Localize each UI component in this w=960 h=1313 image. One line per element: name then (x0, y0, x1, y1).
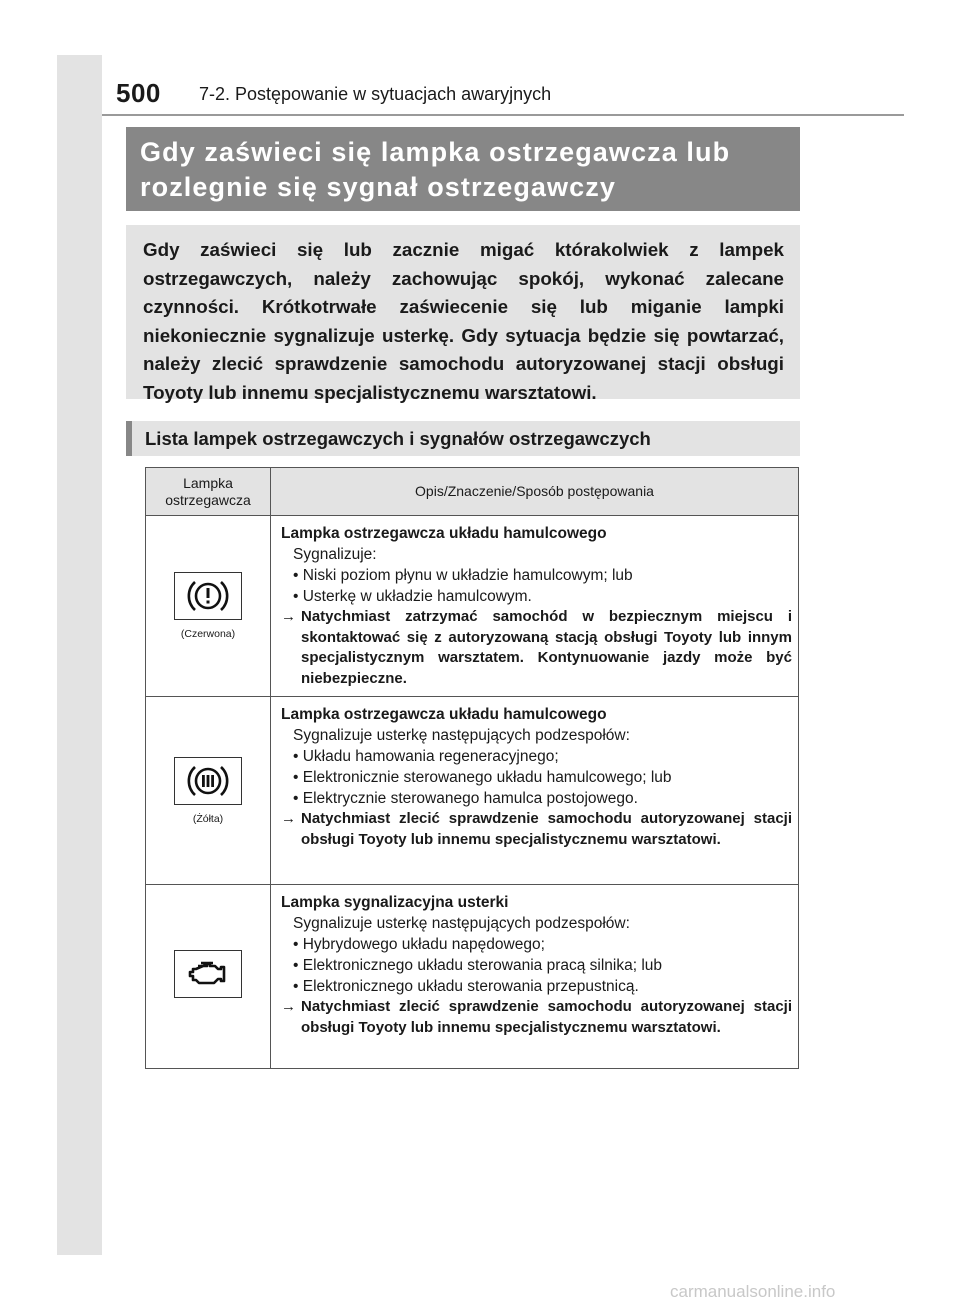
icon-cell (146, 885, 271, 1069)
row-line: • Elektrycznie sterowanego hamulca postojowego. (293, 790, 638, 807)
warning-lights-table (145, 467, 799, 1069)
row-title: Lampka ostrzegawcza układu hamulcowego (281, 525, 607, 542)
row-line: • Niski poziom płynu w układzie hamulcowym; lub (293, 567, 633, 584)
row-action-text: Natychmiast zlecić sprawdzenie samochodu autoryzowanej stacji obsługi Toyoty lub innemu specjalistycznemu warsztatowi. (301, 998, 792, 1036)
icon-cell (146, 516, 271, 697)
icon-caption: (Czerwona) (180, 628, 236, 640)
table-row (146, 885, 799, 1069)
intro-text: Gdy zaświeci się lub zacznie migać którakolwiek z lampek ostrzegawczych, należy zachowując spokój, wykonać zalecane czynności. Krótkotrwałe zaświecenie się lub miganie lampki niekoniecznie sygnalizuje usterkę. Gdy sytuacja będzie się powtarzać, należy zlecić sprawdzenie samochodu autoryzowanej stacji obsługi Toyoty lub innemu specjalistycznemu warsztatowi. (143, 239, 784, 403)
section-title-box (126, 127, 800, 211)
table-row (146, 516, 799, 697)
row-line: • Elektronicznego układu sterowania pracą silnika; lub (293, 957, 663, 974)
subsection-title: Lista lampek ostrzegawczych i sygnałów ostrzegawczych (145, 428, 651, 449)
row-line: • Elektronicznego układu sterowania przepustnicą. (293, 978, 639, 995)
row-line: Sygnalizuje usterkę następujących podzespołów: (293, 915, 630, 932)
brake-system-warning-icon (174, 757, 242, 805)
row-action-text: Natychmiast zatrzymać samochód w bezpiecznym miejscu i skontaktować się z autoryzowaną stacją obsługi Toyoty lub innym specjalistycznym warsztatem. Kontynuowanie jazdy może być niebezpieczne. (301, 608, 792, 687)
row-action-text: Natychmiast zlecić sprawdzenie samochodu autoryzowanej stacji obsługi Toyoty lub innemu specjalistycznemu warsztatowi. (301, 810, 792, 848)
arrow-icon: → (281, 608, 296, 625)
table-header-row (146, 468, 799, 516)
watermark: carmanualsonline.info (670, 1282, 836, 1301)
row-line: • Elektronicznie sterowanego układu hamulcowego; lub (293, 769, 672, 786)
row-title: Lampka ostrzegawcza układu hamulcowego (281, 706, 607, 723)
arrow-icon: → (281, 998, 296, 1015)
subsection-header (126, 421, 800, 456)
description-cell (271, 885, 799, 1069)
icon-caption: (Żółta) (192, 812, 224, 825)
row-line: • Hybrydowego układu napędowego; (293, 936, 545, 953)
column-header-description: Opis/Znaczenie/Sposób postępowania (271, 468, 799, 516)
arrow-icon: → (281, 810, 296, 827)
chapter-title: 7-2. Postępowanie w sytuacjach awaryjnych (199, 84, 552, 104)
row-line: • Usterkę w układzie hamulcowym. (293, 588, 532, 605)
row-title: Lampka sygnalizacyjna usterki (281, 894, 509, 911)
page-number: 500 (116, 78, 161, 108)
section-title: Gdy zaświeci się lampka ostrzegawcza lub rozlegnie się sygnał ostrzegawczy (140, 137, 731, 202)
brake-warning-icon (174, 572, 242, 620)
description-cell (271, 697, 799, 885)
intro-box (126, 225, 800, 403)
icon-cell (146, 697, 271, 885)
column-header-light: Lampka ostrzegawcza (146, 468, 271, 516)
row-line: • Układu hamowania regeneracyjnego; (293, 748, 559, 765)
check-engine-icon (174, 950, 242, 998)
description-cell (271, 516, 799, 697)
side-strip (57, 55, 102, 1255)
row-action (281, 997, 792, 1038)
row-line: Sygnalizuje usterkę następujących podzespołów: (293, 727, 630, 744)
row-action (281, 607, 792, 689)
table-row (146, 697, 799, 885)
row-action (281, 809, 792, 850)
row-line: Sygnalizuje: (293, 546, 377, 563)
page-header (102, 76, 904, 116)
